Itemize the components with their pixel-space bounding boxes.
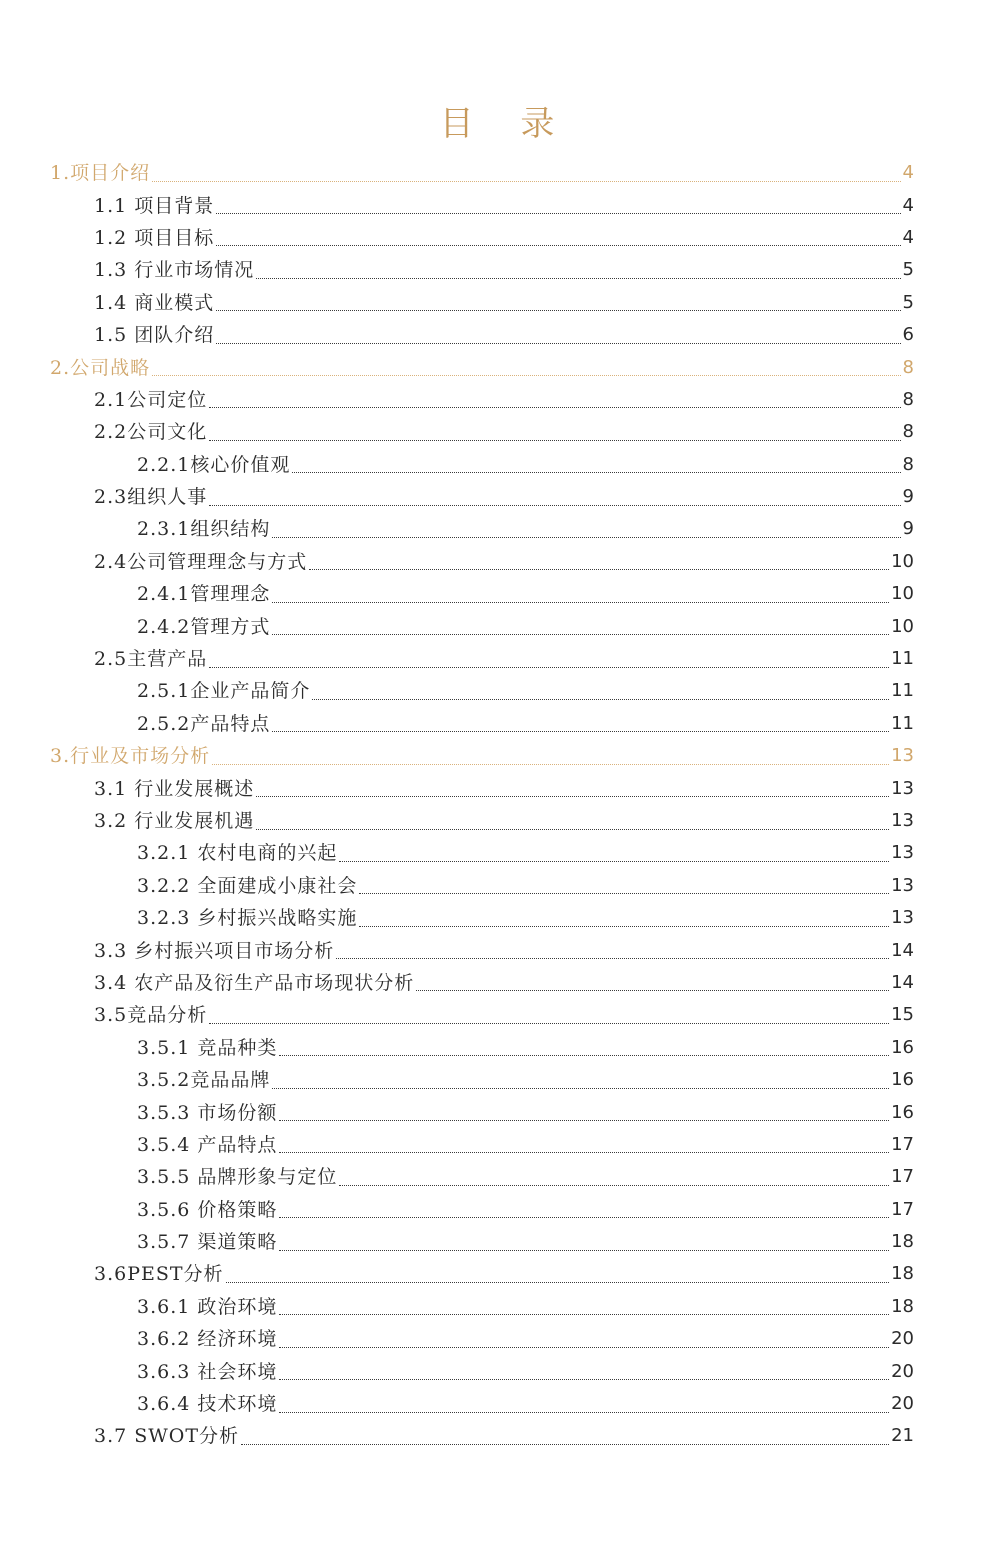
toc-entry-label: 3.6.3 社会环境: [137, 1360, 278, 1383]
dot-leader: [279, 1055, 889, 1056]
toc-entry-label: 3.2.3 乡村振兴战略实施: [137, 907, 358, 930]
toc-entry-label: 2.3.1组织结构: [137, 518, 271, 541]
toc-entry-page-number: 10: [891, 550, 914, 572]
toc-entry-page-number: 18: [891, 1263, 914, 1285]
toc-entry-level-3[interactable]: [0, 1129, 994, 1161]
toc-entry-label: 1.5 团队介绍: [94, 324, 215, 347]
toc-entry-page-number: 5: [902, 259, 914, 281]
toc-entry-page-number: 13: [891, 842, 914, 864]
toc-entry-label: 3.2.1 农村电商的兴起: [137, 842, 338, 865]
toc-entry-level-2[interactable]: [0, 481, 994, 513]
toc-entry-label: 3.5竞品分析: [94, 1004, 208, 1027]
toc-entry-page-number: 13: [891, 810, 914, 831]
dot-leader: [279, 1250, 889, 1251]
toc-entry-level-2[interactable]: [0, 546, 994, 578]
toc-entry-label: 3.5.4 产品特点: [137, 1133, 278, 1156]
dot-leader: [152, 181, 900, 182]
dot-leader: [279, 1217, 889, 1218]
toc-entry-level-3[interactable]: [0, 610, 994, 642]
toc-entry-page-number: 13: [891, 874, 914, 896]
toc-entry-label: 2.4.1管理理念: [137, 583, 271, 606]
toc-entry-label: 3.6.2 经济环境: [137, 1328, 278, 1351]
toc-entry-level-2[interactable]: [0, 222, 994, 254]
toc-entry-label: 2.公司战略: [50, 356, 151, 379]
toc-entry-level-3[interactable]: [0, 1064, 994, 1096]
dot-leader: [279, 1120, 889, 1121]
toc-entry-label: 2.1公司定位: [94, 388, 208, 411]
toc-entry-page-number: 6: [902, 324, 914, 346]
toc-entry-label: 3.3 乡村振兴项目市场分析: [94, 939, 335, 962]
toc-entry-page-number: 10: [891, 583, 914, 605]
toc-entry-label: 3.4 农产品及衍生产品市场现状分析: [94, 971, 415, 994]
toc-entry-label: 1.2 项目目标: [94, 226, 215, 249]
toc-entry-label: 2.5.2产品特点: [137, 712, 271, 735]
toc-entry-page-number: 4: [902, 226, 914, 248]
dot-leader: [256, 829, 889, 830]
toc-entry-label: 3.1 行业发展概述: [94, 777, 255, 800]
toc-entry-label: 1.项目介绍: [50, 162, 151, 185]
dot-leader: [216, 245, 900, 246]
dot-leader: [359, 893, 889, 894]
toc-entry-label: 3.7 SWOT分析: [94, 1425, 240, 1448]
toc-entry-page-number: 5: [902, 291, 914, 313]
toc-entry-page-number: 17: [891, 1166, 914, 1188]
dot-leader: [339, 1185, 889, 1186]
toc-entry-page-number: 14: [891, 939, 914, 961]
dot-leader: [272, 602, 889, 603]
toc-entry-page-number: 11: [891, 648, 914, 670]
dot-leader: [279, 1152, 889, 1153]
dot-leader: [152, 375, 900, 376]
dot-leader: [279, 1379, 889, 1380]
toc-entry-page-number: 16: [891, 1101, 914, 1123]
toc-entry-level-3[interactable]: [0, 1388, 994, 1420]
toc-entry-page-number: 20: [891, 1360, 914, 1382]
toc-entry-level-1[interactable]: [0, 740, 994, 772]
dot-leader: [279, 1412, 889, 1413]
toc-entry-label: 2.4公司管理理念与方式: [94, 550, 308, 573]
dot-leader: [256, 796, 889, 797]
toc-entry-page-number: 8: [902, 388, 914, 410]
toc-entry-level-3[interactable]: [0, 708, 994, 740]
toc-entry-label: 2.3组织人事: [94, 486, 208, 509]
toc-entry-label: 2.5主营产品: [94, 648, 208, 671]
toc-entry-label: 3.5.6 价格策略: [137, 1198, 278, 1221]
dot-leader: [272, 634, 889, 635]
toc-entry-label: 3.6.1 政治环境: [137, 1295, 278, 1318]
toc-entry-level-3[interactable]: [0, 902, 994, 934]
toc-entry-level-2[interactable]: [0, 384, 994, 416]
dot-leader: [209, 667, 889, 668]
toc-entry-label: 3.6.4 技术环境: [137, 1393, 278, 1416]
dot-leader: [226, 1282, 890, 1283]
toc-entry-label: 1.3 行业市场情况: [94, 259, 255, 282]
toc-entry-level-3[interactable]: [0, 675, 994, 707]
toc-entry-page-number: 13: [891, 777, 914, 799]
toc-entry-level-3[interactable]: [0, 870, 994, 902]
toc-entry-label: 3.5.2竞品品牌: [137, 1069, 271, 1092]
toc-entry-level-3[interactable]: [0, 1161, 994, 1193]
dot-leader: [272, 537, 900, 538]
toc-entry-page-number: 11: [891, 680, 914, 702]
toc-entry-page-number: 11: [891, 712, 914, 734]
dot-leader: [209, 407, 900, 408]
toc-entry-page-number: 4: [902, 194, 914, 216]
toc-entry-level-3[interactable]: [0, 1355, 994, 1387]
toc-entry-label: 3.2.2 全面建成小康社会: [137, 874, 358, 897]
dot-leader: [209, 1023, 889, 1024]
toc-entry-level-2[interactable]: [0, 287, 994, 319]
toc-entry-level-2[interactable]: [0, 1420, 994, 1452]
toc-entry-label: 3.2 行业发展机遇: [94, 810, 255, 832]
toc-entry-page-number: 21: [891, 1425, 914, 1447]
dot-leader: [339, 861, 889, 862]
dot-leader: [312, 699, 889, 700]
toc-entry-level-1[interactable]: [0, 157, 994, 189]
toc-entry-label: 3.5.5 品牌形象与定位: [137, 1166, 338, 1189]
toc-entry-label: 3.6PEST分析: [94, 1263, 224, 1286]
toc-entry-level-3[interactable]: [0, 513, 994, 545]
toc-entry-level-1[interactable]: [0, 351, 994, 383]
toc-entry-level-3[interactable]: [0, 578, 994, 610]
toc-entry-label: 2.2.1核心价值观: [137, 453, 291, 476]
dot-leader: [256, 278, 900, 279]
toc-entry-page-number: 8: [902, 421, 914, 443]
toc-entry-page-number: 14: [891, 971, 914, 993]
toc-entry-label: 2.4.2管理方式: [137, 615, 271, 638]
toc-entry-page-number: 8: [902, 453, 914, 475]
toc-entry-level-3[interactable]: [0, 1323, 994, 1355]
toc-entry-label: 1.1 项目背景: [94, 194, 215, 217]
toc-entry-label: 2.5.1企业产品简介: [137, 680, 311, 703]
toc-entry-level-2[interactable]: [0, 416, 994, 448]
toc-entry-level-2[interactable]: [0, 1258, 994, 1290]
dot-leader: [416, 990, 889, 991]
toc-entry-level-2[interactable]: [0, 805, 994, 837]
toc-entry-label: 1.4 商业模式: [94, 291, 215, 314]
toc-entry-level-2[interactable]: [0, 643, 994, 675]
toc-entry-level-3[interactable]: [0, 837, 994, 869]
toc-entry-page-number: 20: [891, 1328, 914, 1350]
toc-entry-page-number: 13: [891, 745, 914, 767]
dot-leader: [216, 310, 900, 311]
toc-entry-page-number: 18: [891, 1231, 914, 1253]
toc-entry-page-number: 13: [891, 907, 914, 929]
toc-entry-level-2[interactable]: [0, 999, 994, 1031]
toc-entry-page-number: 17: [891, 1133, 914, 1155]
toc-entry-level-2[interactable]: [0, 967, 994, 999]
dot-leader: [209, 505, 900, 506]
table-of-contents: [0, 157, 994, 1453]
dot-leader: [272, 731, 889, 732]
toc-entry-page-number: 18: [891, 1295, 914, 1317]
toc-entry-level-2[interactable]: [0, 772, 994, 804]
toc-entry-level-3[interactable]: [0, 1226, 994, 1258]
toc-entry-level-2[interactable]: [0, 189, 994, 221]
toc-entry-label: 3.5.3 市场份额: [137, 1101, 278, 1124]
toc-entry-page-number: 10: [891, 615, 914, 637]
toc-entry-page-number: 8: [902, 356, 914, 378]
toc-title: 目 录: [439, 104, 573, 144]
dot-leader: [359, 926, 889, 927]
dot-leader: [209, 440, 900, 441]
dot-leader: [292, 472, 900, 473]
dot-leader: [272, 1088, 889, 1089]
toc-entry-label: 3.行业及市场分析: [50, 745, 211, 768]
dot-leader: [309, 569, 889, 570]
dot-leader: [212, 764, 889, 765]
toc-entry-level-2[interactable]: [0, 319, 994, 351]
dot-leader: [336, 958, 889, 959]
toc-entry-level-3[interactable]: [0, 1032, 994, 1064]
toc-entry-page-number: 9: [902, 486, 914, 508]
dot-leader: [279, 1314, 889, 1315]
toc-entry-label: 2.2公司文化: [94, 421, 208, 444]
toc-entry-level-3[interactable]: [0, 1291, 994, 1323]
toc-entry-page-number: 9: [902, 518, 914, 540]
dot-leader: [216, 213, 900, 214]
toc-entry-page-number: 15: [891, 1004, 914, 1026]
toc-entry-page-number: 16: [891, 1036, 914, 1058]
toc-entry-page-number: 17: [891, 1198, 914, 1220]
toc-entry-level-2[interactable]: [0, 934, 994, 966]
dot-leader: [241, 1444, 889, 1445]
toc-entry-page-number: 20: [891, 1393, 914, 1415]
toc-entry-page-number: 16: [891, 1069, 914, 1091]
dot-leader: [279, 1347, 889, 1348]
toc-entry-level-3[interactable]: [0, 449, 994, 481]
toc-entry-label: 3.5.1 竞品种类: [137, 1036, 278, 1059]
toc-entry-level-3[interactable]: [0, 1096, 994, 1128]
toc-entry-page-number: 4: [902, 162, 914, 184]
toc-entry-level-2[interactable]: [0, 254, 994, 286]
toc-entry-label: 3.5.7 渠道策略: [137, 1231, 278, 1254]
toc-entry-level-3[interactable]: [0, 1194, 994, 1226]
dot-leader: [216, 343, 900, 344]
